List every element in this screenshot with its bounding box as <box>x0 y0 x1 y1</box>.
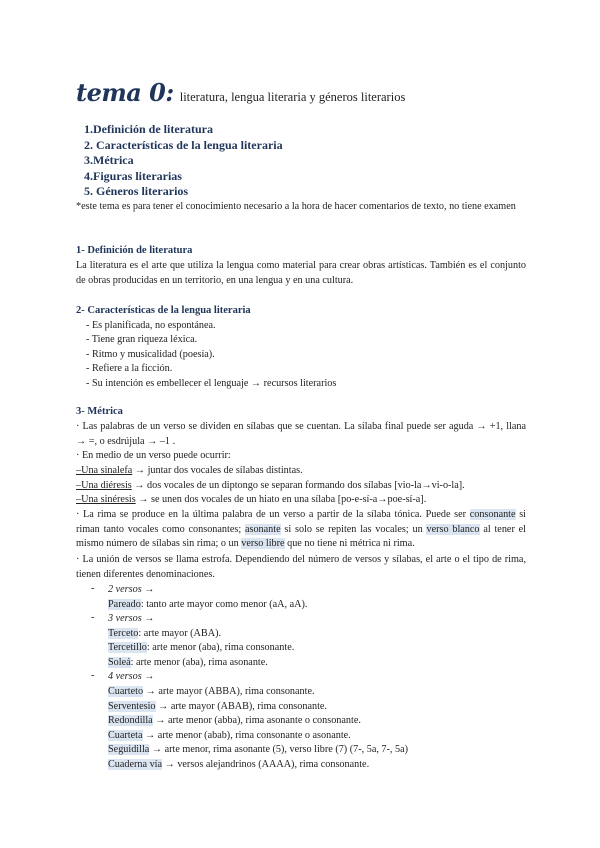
list-item: Cuarteto → arte mayor (ABBA), rima consonante. <box>108 686 315 697</box>
list-item: Cuaderna vía → versos alejandrinos (AAAA), rima consonante. <box>108 759 370 770</box>
list-item: Redondilla → arte menor (abba), rima asonante o consonante. <box>108 715 361 726</box>
page-title: tema 0: <box>76 78 174 107</box>
highlight: verso blanco <box>426 523 480 535</box>
term: –Una diéresis <box>76 480 132 491</box>
table-of-contents <box>84 122 283 200</box>
list-item: - Es planificada, no espontánea. <box>86 320 216 331</box>
section-heading: 3- Métrica <box>76 406 123 417</box>
note: *este tema es para tener el conocimiento necesario a la hora de hacer comentarios de texto, no tiene examen <box>76 201 516 212</box>
list-item: - Tiene gran riqueza léxica. <box>86 334 198 345</box>
list-item: - Refiere a la ficción. <box>86 363 173 374</box>
list-item: Terceto: arte mayor (ABA). <box>108 628 222 639</box>
list-item: Soleá: arte menor (aba), rima asonante. <box>108 657 268 668</box>
list-item: - Ritmo y musicalidad (poesía). <box>86 349 215 360</box>
highlight: consonante <box>469 509 516 520</box>
list-item: - Su intención es embellecer el lenguaje → recursos literarios <box>86 378 337 389</box>
page-subtitle: literatura, lengua literaria y géneros literarios <box>179 90 406 104</box>
group-label: 4 versos → <box>108 671 155 682</box>
toc-item: 5. Géneros literarios <box>84 184 189 199</box>
paragraph: · La unión de versos se llama estrofa. Dependiendo del número de versos y sílabas, el arte o el tipo de rima, tienen diferentes denominaciones. <box>76 554 526 580</box>
group-label: 3 versos → <box>108 613 155 624</box>
title-row <box>76 78 405 107</box>
list-item: Serventesio → arte mayor (ABAB), rima consonante. <box>108 701 327 712</box>
toc-item: 4.Figuras literarias <box>84 168 182 183</box>
group-label: 2 versos → <box>108 584 155 595</box>
dash: - <box>91 612 95 623</box>
list-item: Tercetillo: arte menor (aba), rima consonante. <box>108 642 295 653</box>
section-heading: 1- Definición de literatura <box>76 245 193 256</box>
list-item: Pareado: tanto arte mayor como menor (aA, aA). <box>108 599 308 610</box>
section-heading: 2- Características de la lengua literaria <box>76 305 251 316</box>
dash: - <box>91 583 95 594</box>
term: –Una sinalefa <box>76 465 133 476</box>
paragraph: La literatura es el arte que utiliza la lengua como material para crear obras artísticas. También es el conjunto de obras producidas en un territorio, en una lengua y en una cultura. <box>76 260 526 286</box>
paragraph: · En medio de un verso puede ocurrir: <box>76 450 231 461</box>
toc-item: 1.Definición de literatura <box>84 122 213 136</box>
toc-item: 3.Métrica <box>84 153 134 168</box>
highlight: verso libre <box>241 538 285 550</box>
paragraph: · Las palabras de un verso se dividen en sílabas que se cuentan. La sílaba final puede ser aguda → +1, llana → =, o esdrújula → –1 . <box>76 421 526 447</box>
sinalefa-line: –Una sinalefa → juntar dos vocales de sílabas distintas. <box>76 465 303 476</box>
list-item: Cuarteta → arte menor (abab), rima consonante o asonante. <box>108 730 351 741</box>
list-item: Seguidilla → arte menor, rima asonante (5), verso libre (7) (7-, 5a, 7-, 5a) <box>108 744 409 755</box>
term: –Una sinéresis <box>76 494 136 505</box>
dash: - <box>91 670 95 681</box>
dieresis-line: –Una diéresis → dos vocales de un diptongo se separan formando dos sílabas [vio-la→vi-o-la]. <box>76 480 465 491</box>
rima-paragraph: · La rima se produce en la última palabra de un verso a partir de la sílaba tónica. Puede ser consonante si riman tanto vocales como consonantes; asonante si solo se repiten las vocales; un verso blanco al tener el mismo número de sílabas sin rima; o un verso libre que no tiene ni métrica ni rima. <box>76 509 527 550</box>
sineresis-line: –Una sinéresis → se unen dos vocales de un hiato en una sílaba [po-e-sí-a→poe-sí-a]. <box>76 494 427 505</box>
toc-item: 2. Características de la lengua literaria <box>84 137 283 152</box>
highlight: asonante <box>244 523 281 535</box>
